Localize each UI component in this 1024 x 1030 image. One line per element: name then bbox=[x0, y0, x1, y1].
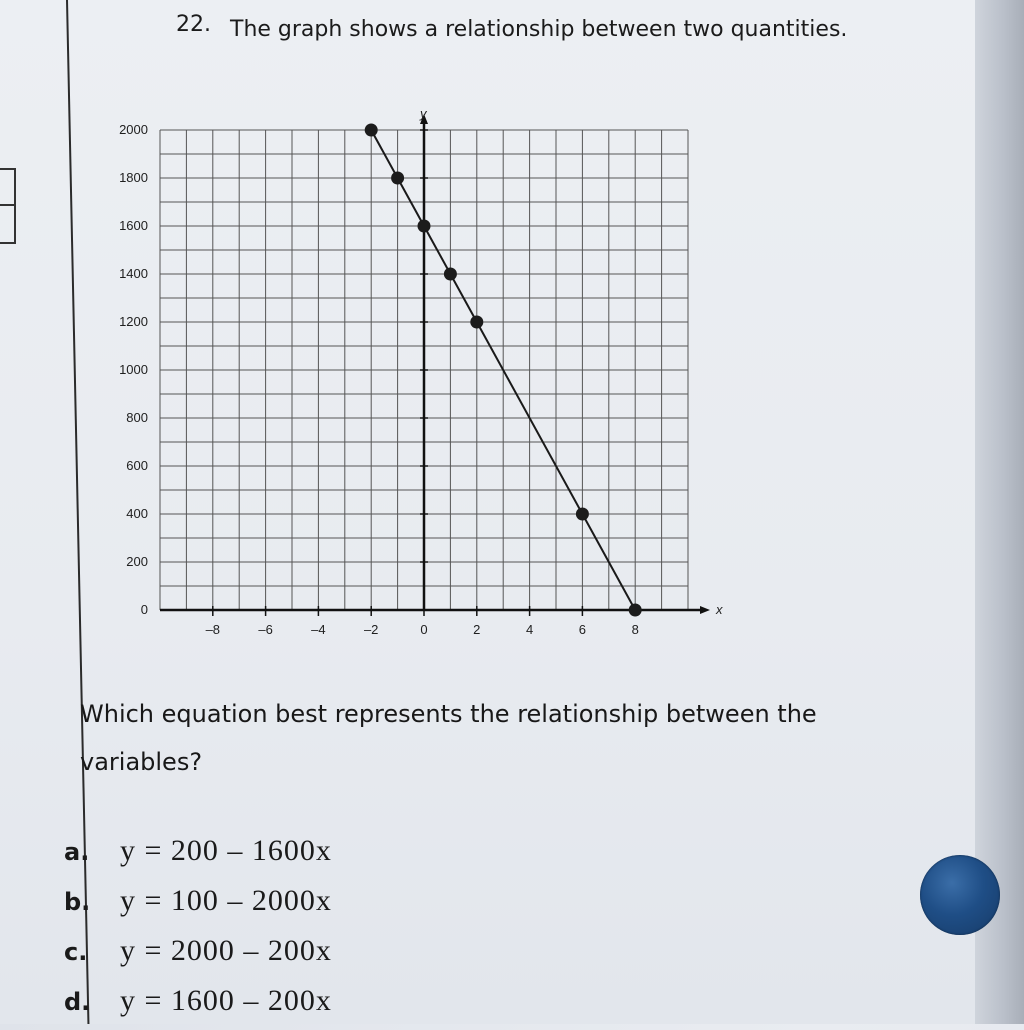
y-tick-label: 1000 bbox=[119, 362, 148, 377]
choice-d[interactable] bbox=[64, 980, 564, 1030]
x-tick-label: 8 bbox=[631, 622, 639, 637]
question-text: The graph shows a relationship between two quantities. bbox=[230, 17, 848, 42]
choice-equation: y = 1600 – 200x bbox=[120, 984, 332, 1017]
choice-c[interactable] bbox=[64, 930, 564, 980]
x-axis-arrow bbox=[700, 606, 710, 614]
y-tick-label: 1400 bbox=[119, 266, 148, 281]
x-tick-label: –8 bbox=[205, 622, 221, 637]
question-prompt: Which equation best represents the relationship between the variables? bbox=[80, 700, 817, 776]
choice-a[interactable] bbox=[64, 830, 564, 880]
choice-letter: a. bbox=[64, 838, 90, 866]
data-point bbox=[576, 508, 589, 521]
x-tick-label: –4 bbox=[311, 622, 326, 637]
data-point bbox=[444, 268, 457, 281]
binder-mark bbox=[0, 168, 16, 244]
y-tick-label: 0 bbox=[140, 602, 148, 617]
line-graph bbox=[90, 100, 730, 664]
data-point bbox=[470, 316, 483, 329]
y-axis-label: y bbox=[420, 106, 427, 121]
x-tick-label: –6 bbox=[258, 622, 273, 637]
y-tick-label: 2000 bbox=[119, 122, 148, 137]
x-tick-label: 0 bbox=[420, 622, 428, 637]
y-tick-label: 600 bbox=[126, 458, 148, 473]
data-point bbox=[629, 604, 642, 617]
y-tick-label: 1600 bbox=[119, 218, 148, 233]
choice-equation: y = 100 – 2000x bbox=[120, 884, 332, 917]
sticker-dot bbox=[920, 855, 1000, 935]
y-tick-label: 400 bbox=[126, 506, 148, 521]
choice-equation: y = 2000 – 200x bbox=[120, 934, 332, 967]
x-axis-label: x bbox=[716, 602, 723, 617]
x-tick-label: –2 bbox=[363, 622, 379, 637]
choice-letter: c. bbox=[64, 938, 88, 966]
y-tick-label: 1800 bbox=[119, 170, 148, 185]
x-tick-label: 2 bbox=[473, 622, 481, 637]
y-tick-label: 800 bbox=[126, 410, 148, 425]
answer-choices bbox=[64, 830, 564, 1030]
y-tick-label: 200 bbox=[126, 554, 148, 569]
choice-letter: d. bbox=[64, 988, 91, 1016]
data-point bbox=[418, 220, 431, 233]
choice-letter: b. bbox=[64, 888, 91, 916]
question-number: 22. bbox=[176, 12, 211, 37]
choice-equation: y = 200 – 1600x bbox=[120, 834, 332, 867]
data-point bbox=[365, 124, 378, 137]
x-tick-label: 4 bbox=[525, 622, 534, 637]
x-tick-label: 6 bbox=[578, 622, 587, 637]
graph-svg bbox=[90, 100, 730, 660]
y-tick-label: 1200 bbox=[119, 314, 148, 329]
data-point bbox=[391, 172, 404, 185]
choice-b[interactable] bbox=[64, 880, 564, 930]
